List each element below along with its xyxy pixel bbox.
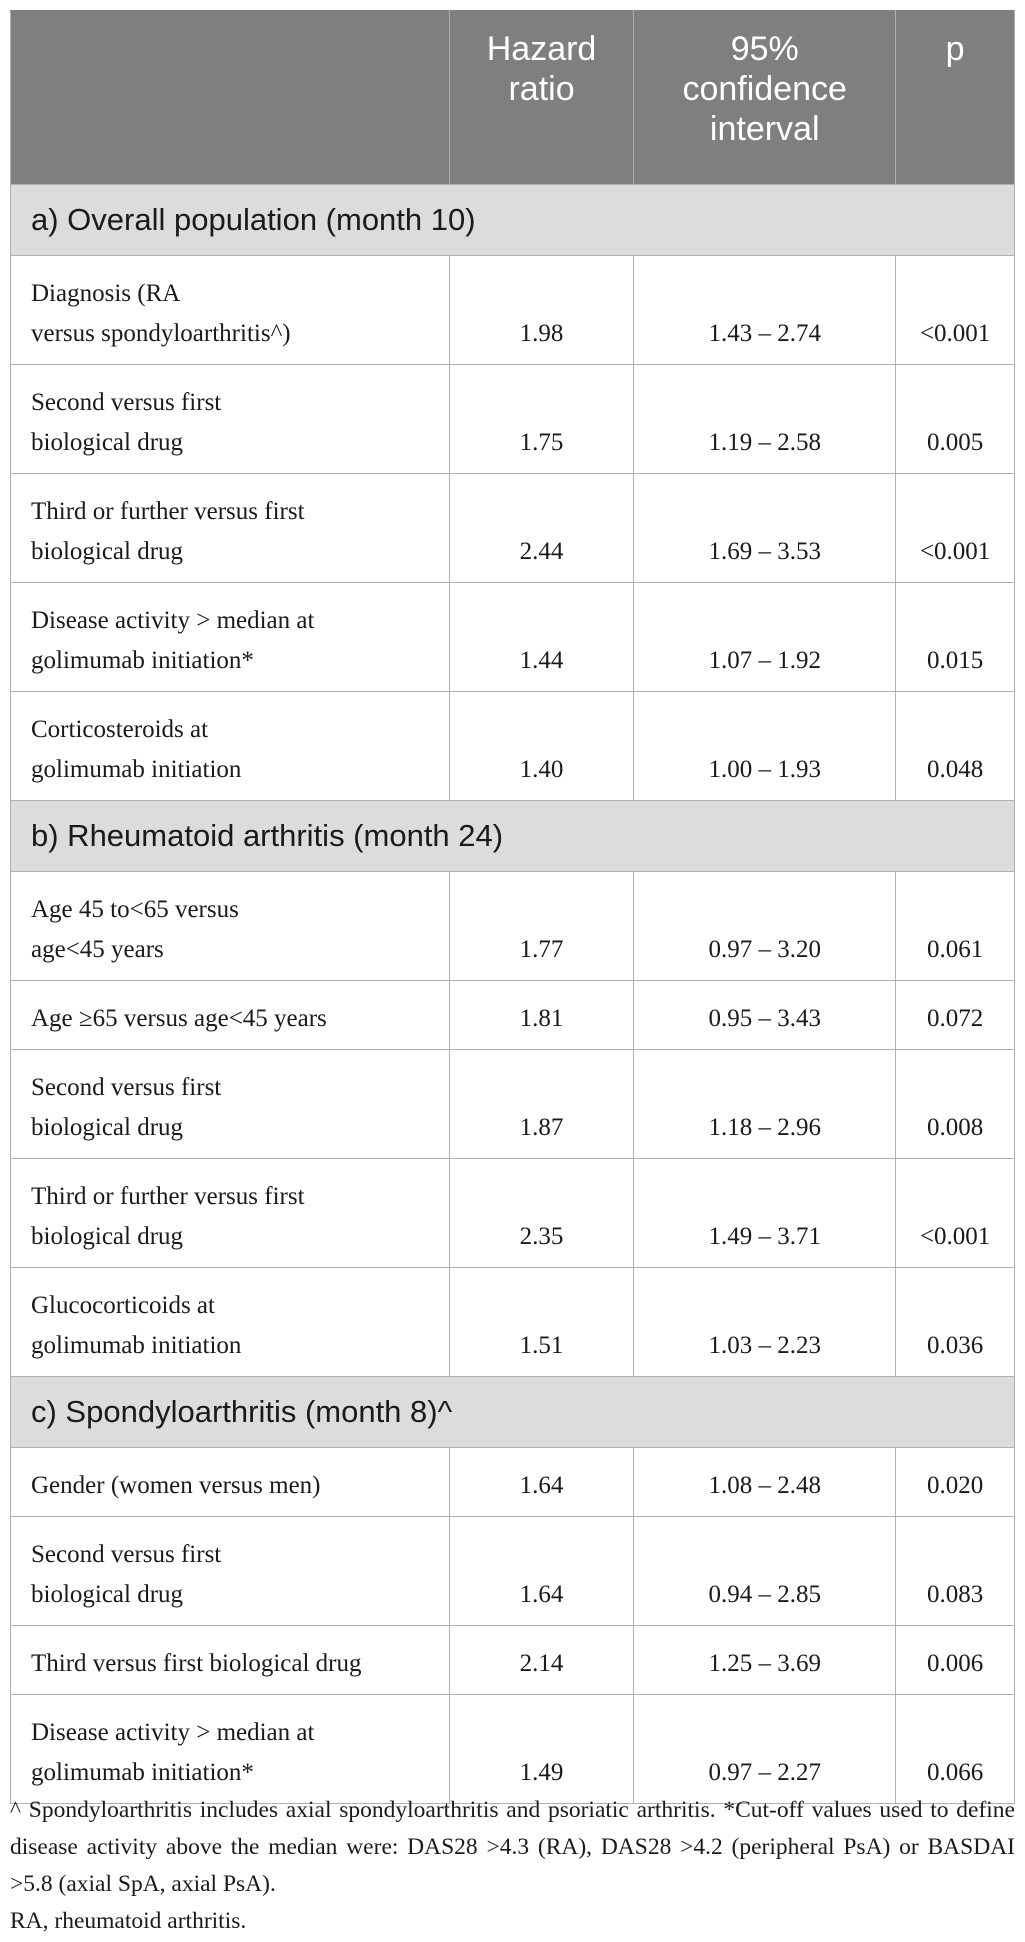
hazard-ratio-cell: 1.64 xyxy=(449,1448,633,1517)
header-hazard-ratio: Hazard ratio xyxy=(449,11,633,185)
table-row xyxy=(11,1268,1015,1377)
p-value-cell: 0.020 xyxy=(896,1448,1015,1517)
p-value-cell: 0.008 xyxy=(896,1050,1015,1159)
hazard-ratio-cell: 1.40 xyxy=(449,692,633,801)
row-label-cell: Second versus first biological drug xyxy=(11,365,450,474)
hazard-ratio-table-container xyxy=(10,10,1015,1804)
hazard-ratio-cell: 1.81 xyxy=(449,981,633,1050)
p-value-cell: 0.036 xyxy=(896,1268,1015,1377)
p-value-cell: 0.015 xyxy=(896,583,1015,692)
p-value-cell: 0.061 xyxy=(896,872,1015,981)
row-label-cell: Second versus first biological drug xyxy=(11,1050,450,1159)
row-label-cell: Diagnosis (RA versus spondyloarthritis^) xyxy=(11,256,450,365)
hazard-ratio-cell: 1.51 xyxy=(449,1268,633,1377)
hazard-ratio-cell: 1.98 xyxy=(449,256,633,365)
p-value-cell: 0.005 xyxy=(896,365,1015,474)
confidence-interval-cell: 1.00 – 1.93 xyxy=(634,692,896,801)
p-value-cell: <0.001 xyxy=(896,474,1015,583)
header-blank xyxy=(11,11,450,185)
p-value-cell: <0.001 xyxy=(896,1159,1015,1268)
table-row xyxy=(11,1517,1015,1626)
table-row xyxy=(11,474,1015,583)
table-row xyxy=(11,1448,1015,1517)
table-row xyxy=(11,365,1015,474)
hazard-ratio-cell: 1.44 xyxy=(449,583,633,692)
p-value-cell: 0.072 xyxy=(896,981,1015,1050)
confidence-interval-cell: 1.07 – 1.92 xyxy=(634,583,896,692)
hazard-ratio-cell: 1.77 xyxy=(449,872,633,981)
table-row xyxy=(11,1050,1015,1159)
header-confidence-interval: 95% confidence interval xyxy=(634,11,896,185)
p-value-cell: 0.083 xyxy=(896,1517,1015,1626)
section-row xyxy=(11,801,1015,872)
confidence-interval-cell: 1.03 – 2.23 xyxy=(634,1268,896,1377)
hazard-ratio-cell: 2.35 xyxy=(449,1159,633,1268)
table-row xyxy=(11,872,1015,981)
table-row xyxy=(11,692,1015,801)
hazard-ratio-cell: 2.44 xyxy=(449,474,633,583)
table-row xyxy=(11,1695,1015,1804)
row-label-cell: Age ≥65 versus age<45 years xyxy=(11,981,450,1050)
confidence-interval-cell: 0.97 – 2.27 xyxy=(634,1695,896,1804)
confidence-interval-cell: 0.94 – 2.85 xyxy=(634,1517,896,1626)
row-label-cell: Age 45 to<65 versus age<45 years xyxy=(11,872,450,981)
row-label-cell: Second versus first biological drug xyxy=(11,1517,450,1626)
section-title: c) Spondyloarthritis (month 8)^ xyxy=(11,1377,1015,1448)
footnote-abbreviations: RA, rheumatoid arthritis. xyxy=(10,1908,247,1934)
p-value-cell: <0.001 xyxy=(896,256,1015,365)
section-title: a) Overall population (month 10) xyxy=(11,185,1015,256)
row-label-cell: Third or further versus first biological drug xyxy=(11,474,450,583)
row-label-cell: Corticosteroids at golimumab initiation xyxy=(11,692,450,801)
hazard-ratio-cell: 1.87 xyxy=(449,1050,633,1159)
confidence-interval-cell: 1.19 – 2.58 xyxy=(634,365,896,474)
table-body xyxy=(11,185,1015,1804)
hazard-ratio-cell: 2.14 xyxy=(449,1626,633,1695)
table-row xyxy=(11,1626,1015,1695)
table-row xyxy=(11,1159,1015,1268)
confidence-interval-cell: 1.49 – 3.71 xyxy=(634,1159,896,1268)
row-label-cell: Third or further versus first biological drug xyxy=(11,1159,450,1268)
confidence-interval-cell: 1.18 – 2.96 xyxy=(634,1050,896,1159)
confidence-interval-cell: 1.43 – 2.74 xyxy=(634,256,896,365)
table-row xyxy=(11,256,1015,365)
hazard-ratio-table xyxy=(10,10,1015,1804)
p-value-cell: 0.048 xyxy=(896,692,1015,801)
row-label-cell: Disease activity > median at golimumab initiation* xyxy=(11,583,450,692)
row-label-cell: Gender (women versus men) xyxy=(11,1448,450,1517)
table-footnote xyxy=(10,1792,1015,1940)
p-value-cell: 0.006 xyxy=(896,1626,1015,1695)
row-label-cell: Third versus first biological drug xyxy=(11,1626,450,1695)
confidence-interval-cell: 1.69 – 3.53 xyxy=(634,474,896,583)
footnote-definitions: ^ Spondyloarthritis includes axial spondyloarthritis and psoriatic arthritis. *Cut-off values used to define disease activity above the median were: DAS28 >4.3 (RA), DAS28 >4.2 (peripheral PsA) or BASDAI >5.8 (axial SpA, axial PsA). xyxy=(10,1797,1015,1897)
section-row xyxy=(11,1377,1015,1448)
table-row xyxy=(11,981,1015,1050)
confidence-interval-cell: 0.97 – 3.20 xyxy=(634,872,896,981)
section-title: b) Rheumatoid arthritis (month 24) xyxy=(11,801,1015,872)
section-row xyxy=(11,185,1015,256)
row-label-cell: Disease activity > median at golimumab initiation* xyxy=(11,1695,450,1804)
hazard-ratio-cell: 1.75 xyxy=(449,365,633,474)
confidence-interval-cell: 1.08 – 2.48 xyxy=(634,1448,896,1517)
table-row xyxy=(11,583,1015,692)
p-value-cell: 0.066 xyxy=(896,1695,1015,1804)
confidence-interval-cell: 1.25 – 3.69 xyxy=(634,1626,896,1695)
hazard-ratio-cell: 1.49 xyxy=(449,1695,633,1804)
table-header-row xyxy=(11,11,1015,185)
confidence-interval-cell: 0.95 – 3.43 xyxy=(634,981,896,1050)
row-label-cell: Glucocorticoids at golimumab initiation xyxy=(11,1268,450,1377)
hazard-ratio-cell: 1.64 xyxy=(449,1517,633,1626)
header-p-value: p xyxy=(896,11,1015,185)
